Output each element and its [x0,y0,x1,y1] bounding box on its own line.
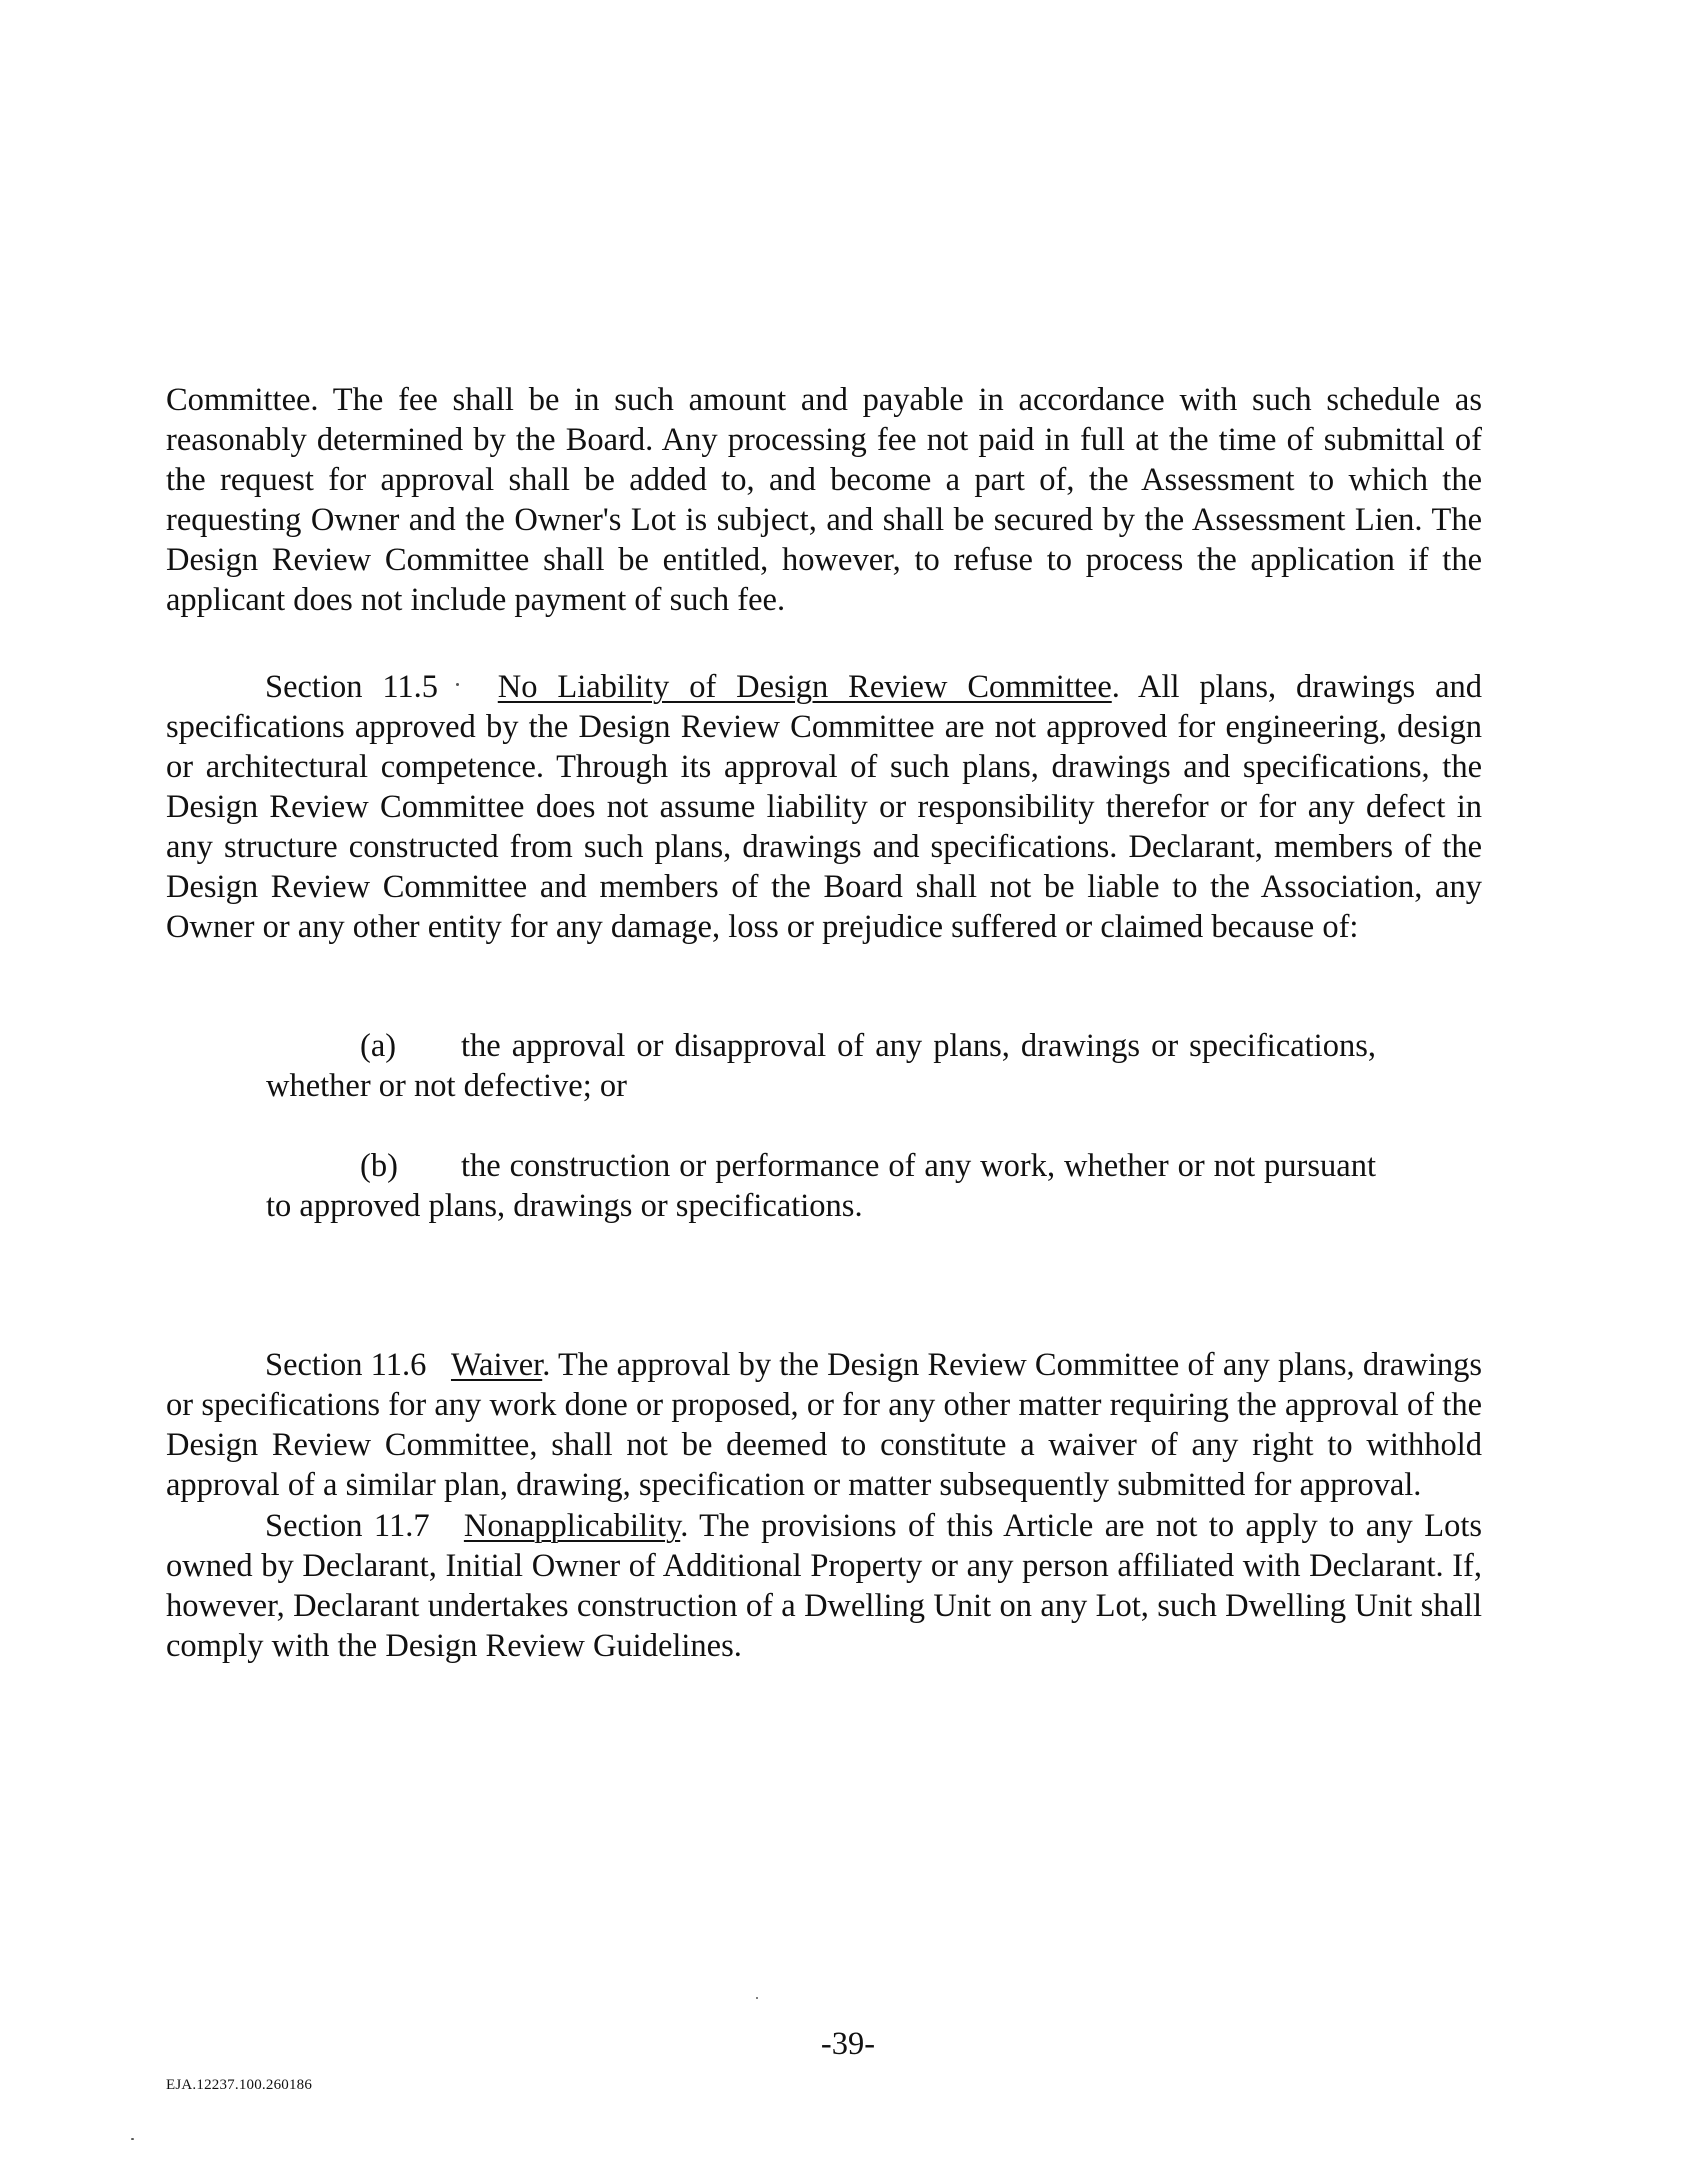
section-11-6-body: . The approval by the Design Review Committee of any plans, drawings or specifications for any work done or proposed, or for any other matter requiring the approval of the Design Review Committee, shall not be deemed to constitute a waiver of any right to withhold approval of a similar plan, drawing, specification or matter subsequently submitted for approval. [166,1347,1483,1503]
section-11-5-paragraph [166,667,1482,947]
paragraph-fee-continuation [166,380,1482,620]
section-11-5-body: . All plans, drawings and specifications approved by the Design Review Committee are not approved for engineering, design or architectural competence. Through its approval of such plans, drawings and specifications, the Design Review Committee does not assume liability or responsibility therefor or for any defect in any structure constructed from such plans, drawings and specifications. Declarant, members of the Design Review Committee and members of the Board shall not be liable to the Association, any Owner or any other entity for any damage, loss or prejudice suffered or claimed because of: [166,669,1483,945]
list-item-a-text: the approval or disapproval of any plans, drawings or specifications, whether or not defective; or [266,1028,1376,1104]
list-item-a-marker: (a) [360,1028,397,1064]
page-number: -39- [820,2026,876,2062]
list-item-b-text: the construction or performance of any work, whether or not pursuant to approved plans, drawings or specifications. [266,1148,1376,1224]
list-item-b [266,1146,1376,1226]
section-11-5-heading: No Liability of Design Review Committee [497,669,1112,705]
section-11-6-paragraph [166,1345,1482,1505]
document-id: EJA.12237.100.260186 [166,2077,313,2093]
section-11-7-number: Section 11.7 [265,1508,430,1544]
paragraph-1-text: Committee. The fee shall be in such amount and payable in accordance with such schedule as reasonably determined by the Board. Any processing fee not paid in full at the time of submittal of the request for approval shall be added to, and become a part of, the Assessment to which the requesting Owner and the Owner's Lot is subject, and shall be secured by the Assessment Lien. The Design Review Committee shall be entitled, however, to refuse to process the application if the applicant does not include payment of such fee. [166,382,1482,618]
scan-speck [456,683,459,686]
scan-speck [131,2138,134,2140]
list-item-b-marker: (b) [360,1148,398,1184]
section-11-6-number: Section 11.6 [265,1347,427,1383]
section-11-7-body: . The provisions of this Article are not to apply to any Lots owned by Declarant, Initial Owner of Additional Property or any person affiliated with Declarant. If, however, Declarant undertakes construction of a Dwelling Unit on any Lot, such Dwelling Unit shall comply with the Design Review Guidelines. [166,1508,1483,1664]
section-11-7-paragraph [166,1506,1482,1666]
scan-speck [756,1997,758,1999]
section-11-6-heading: Waiver [450,1347,543,1383]
section-11-5-number: Section 11.5 [265,669,439,705]
section-11-7-heading: Nonapplicability [463,1508,681,1544]
list-item-a [266,1026,1376,1106]
